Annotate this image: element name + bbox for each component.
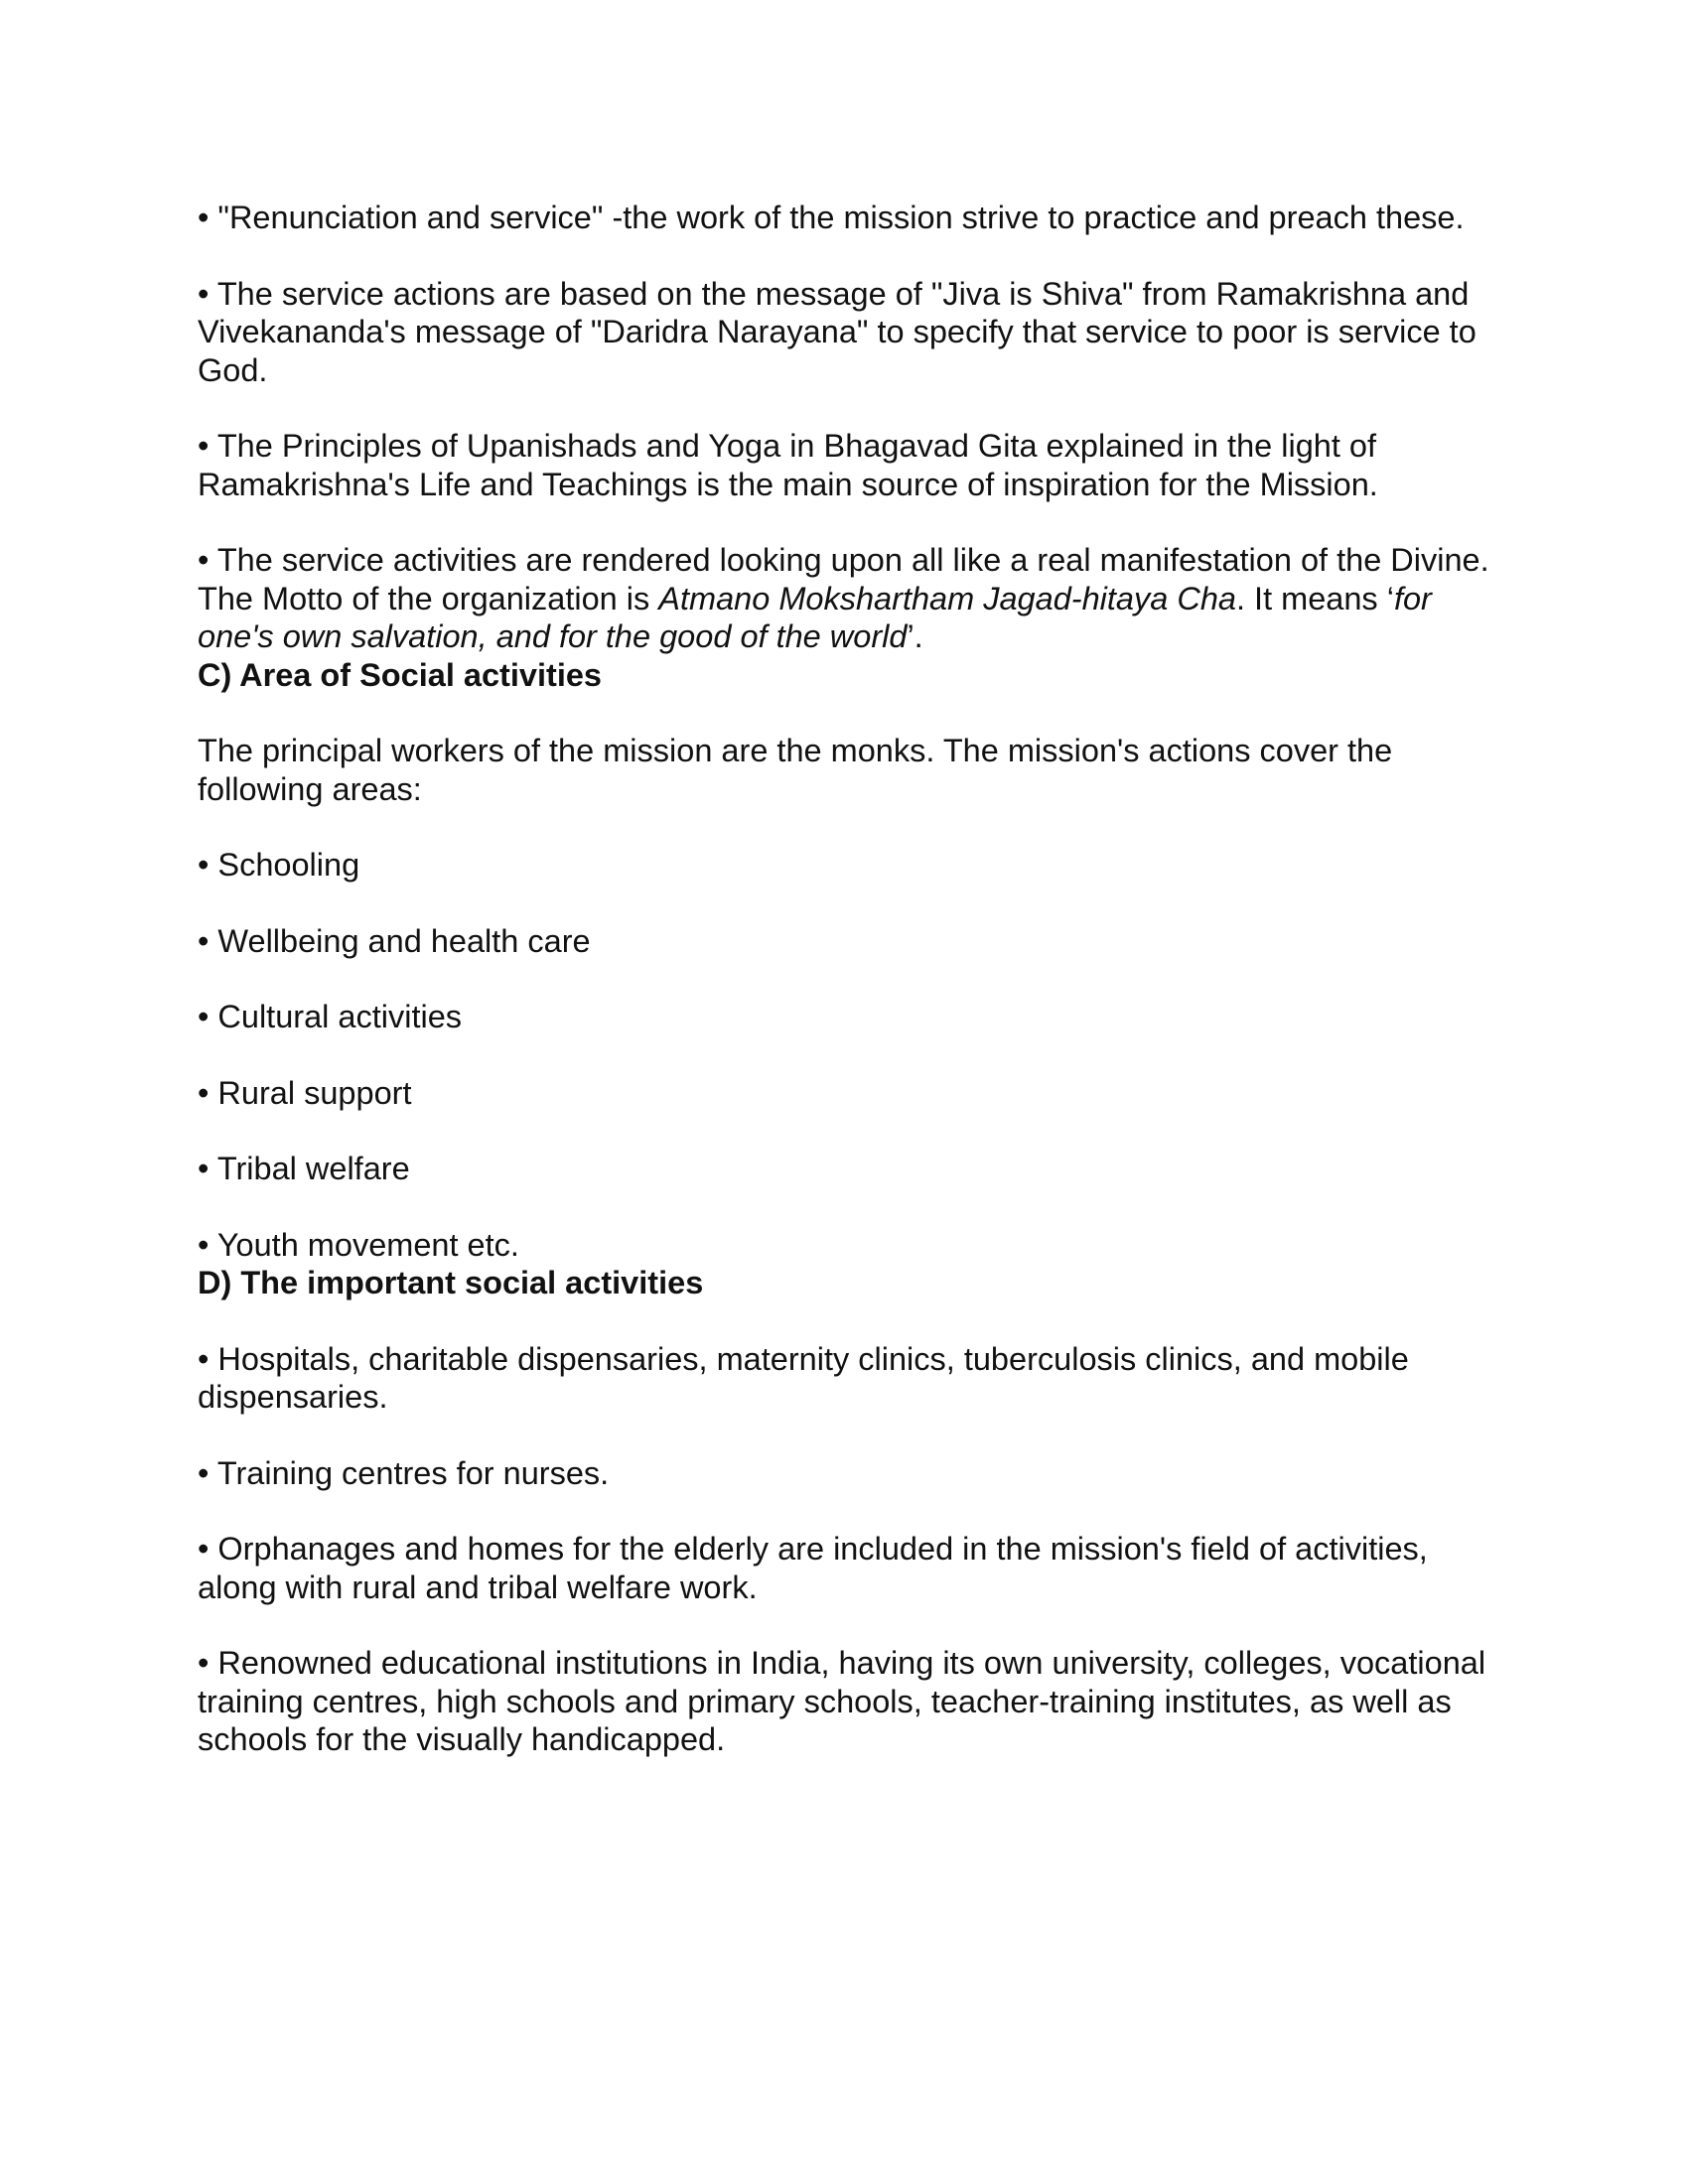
- bullet-motto: [198, 541, 1498, 656]
- section-c-heading: C) Area of Social activities: [198, 656, 602, 693]
- list-item: • Renowned educational institutions in India, having its own university, colleges, vocational training centres, high schools and primary schools, teacher-training institutes, as well as schools for the visually handicapped.: [198, 1645, 1486, 1757]
- motto-meaning: for one's own salvation, and for the good of the world: [198, 580, 1432, 654]
- list-item: • Youth movement etc.: [198, 1226, 519, 1263]
- list-item: • Hospitals, charitable dispensaries, maternity clinics, tuberculosis clinics, and mobile dispensaries.: [198, 1340, 1409, 1415]
- motto-prefix: • The service activities are rendered looking upon all like a real manifestation of the Divine. The Motto of the organization is: [198, 542, 1489, 616]
- list-item: • Schooling: [198, 847, 360, 883]
- list-item: • Orphanages and homes for the elderly are included in the mission's field of activities, along with rural and tribal welfare work.: [198, 1531, 1428, 1605]
- list-item: • Training centres for nurses.: [198, 1454, 610, 1491]
- section-d-heading: D) The important social activities: [198, 1265, 704, 1300]
- motto-middle: . It means ‘: [1235, 580, 1394, 616]
- document-page: [198, 199, 1498, 1759]
- bullet-principles: • The Principles of Upanishads and Yoga in Bhagavad Gita explained in the light of Ramakrishna's Life and Teachings is the main source of inspiration for the Mission.: [198, 428, 1378, 502]
- list-item: • Tribal welfare: [198, 1151, 410, 1186]
- motto-suffix: ’.: [907, 618, 923, 654]
- list-item: • Wellbeing and health care: [198, 922, 591, 959]
- bullet-jiva-is-shiva: • The service actions are based on the message of "Jiva is Shiva" from Ramakrishna and Vivekananda's message of "Daridra Narayana" to specify that service to poor is service to God.: [198, 275, 1477, 388]
- bullet-renunciation: • "Renunciation and service" -the work of the mission strive to practice and preach these.: [198, 200, 1465, 235]
- list-item: • Rural support: [198, 1074, 412, 1111]
- motto-text: Atmano Mokshartham Jagad-hitaya Cha: [658, 580, 1236, 616]
- section-c-intro: The principal workers of the mission are the monks. The mission's actions cover the following areas:: [198, 733, 1393, 807]
- list-item: • Cultural activities: [198, 999, 463, 1034]
